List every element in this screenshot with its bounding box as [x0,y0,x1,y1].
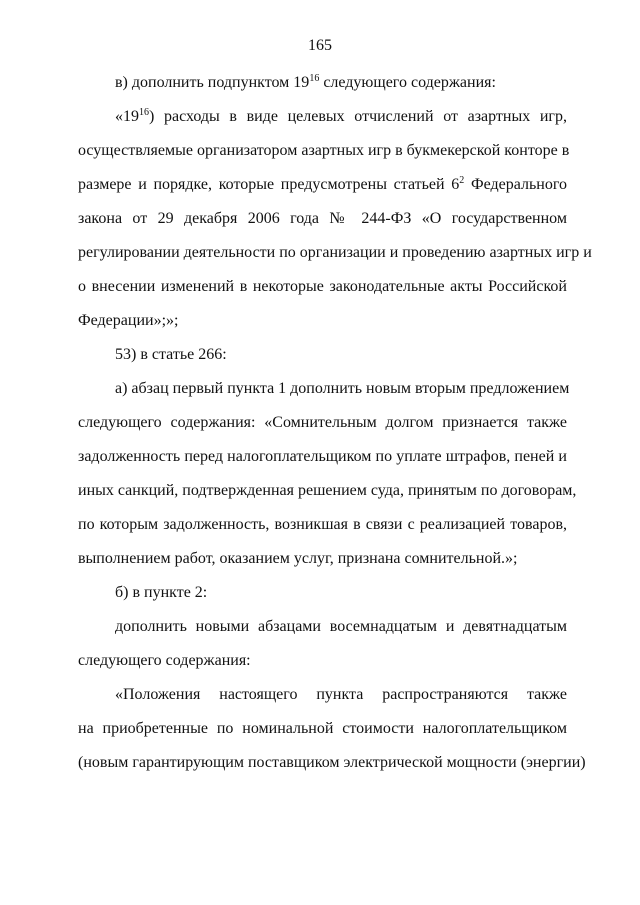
superscript: 2 [459,175,465,186]
text-line: осуществляемые организатором азартных игр в букмекерской конторе в [78,142,570,159]
text-line: регулировании деятельности по организации и проведению азартных игр и [78,244,592,261]
page-number: 165 [308,37,332,54]
text-fragment: в) дополнить подпунктом 19 [115,74,310,91]
text-line: о внесении изменений в некоторые законодательные акты Российской [78,278,567,295]
text-fragment: «19 [115,108,139,125]
paragraph-add-paragraphs [78,610,567,678]
text-line: «Положения настоящего пункта распространяются также [115,686,567,703]
text-line: б) в пункте 2: [115,584,208,601]
superscript: 16 [309,73,320,84]
text-line: закона от 29 декабря 2006 года № 244-ФЗ «О государственном [78,210,567,227]
paragraph-item-53 [78,338,567,372]
superscript: 16 [139,107,149,118]
paragraph-subitem-v [78,66,567,100]
text-line [78,168,567,202]
text-line: дополнить новыми абзацами восемнадцатым и девятнадцатым [115,618,567,635]
text-line: а) абзац первый пункта 1 дополнить новым вторым предложением [115,380,570,397]
text-line: на приобретенные по номинальной стоимости налогоплательщиком [78,720,567,737]
text-fragment: ) расходы в виде целевых отчислений от азартных игр, [149,108,567,125]
text-fragment: Федерального [464,176,567,193]
text-line [78,100,567,134]
text-line: 53) в статье 266: [115,346,227,363]
text-line: по которым задолженность, возникшая в связи с реализацией товаров, [78,516,567,533]
text-line: выполнением работ, оказанием услуг, признана сомнительной.»; [78,550,518,567]
text-line: следующего содержания: «Сомнительным долгом признается также [78,414,567,431]
text-line: следующего содержания: [78,652,251,669]
text-line [78,66,567,100]
text-fragment: размере и порядке, которые предусмотрены статьей 6 [78,176,460,193]
text-line: Федерации»;»; [78,312,179,329]
paragraph-subitem-a [78,372,577,576]
text-fragment: следующего содержания: [319,74,496,91]
document-body [78,66,592,780]
paragraph-subitem-b [78,576,567,610]
text-line: иных санкций, подтвержденная решением суда, принятым по договорам, [78,482,577,499]
text-line: (новым гарантирующим поставщиком электрической мощности (энергии) [78,754,586,771]
paragraph-quoted-item-19-16 [78,100,592,338]
text-line: задолженность перед налогоплательщиком по уплате штрафов, пеней и [78,448,567,465]
paragraph-quoted-provisions [78,678,586,780]
